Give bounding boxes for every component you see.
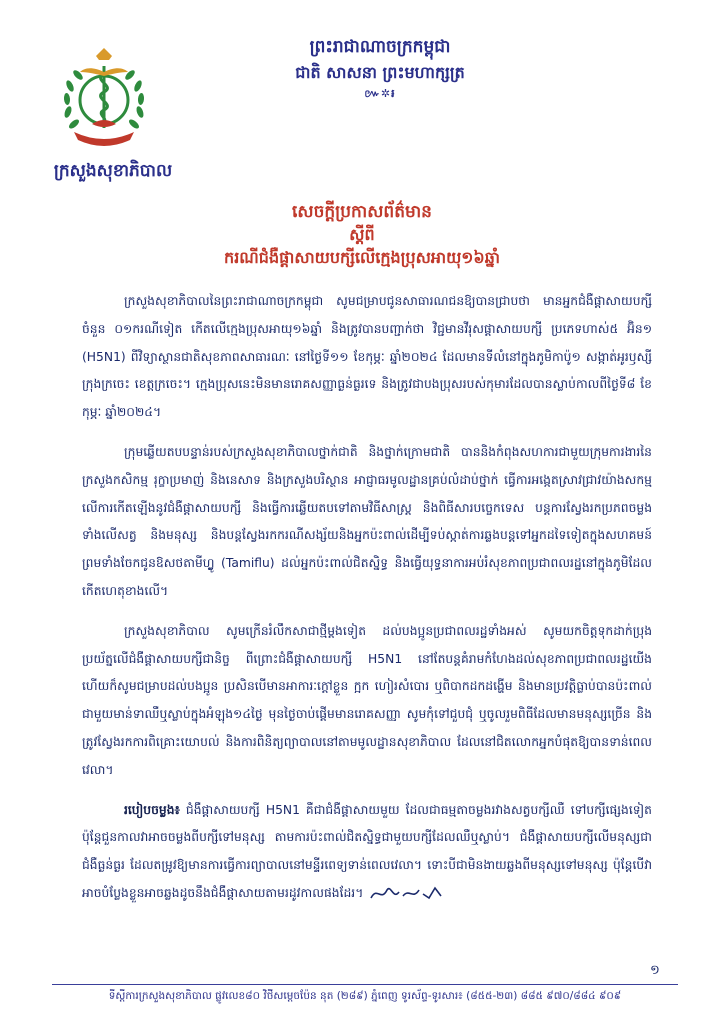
paragraph-3: ក្រសួងសុខាភិបាល សូមក្រើនរំលឹកសាជាថ្មីម្ដងទៀត ដល់បងប្អូនប្រជាពលរដ្ឋទាំងអស់ សូមយកចិត្តទុកដាក់ប្រុងប្រយ័ត្នលើជំងឺផ្ដាសាយបក្សីជានិច្ច ពីព្រោះជំងឺផ្ដាសាយបក្សី H5N1 នៅតែបន្តគំរាមកំហែងដល់សុខភាពប្រជាពលរដ្ឋយើង ហើយក៏សូមជម្រាបដល់បងប្អូន ប្រសិនបើមានអាការៈក្ដៅខ្លួន ក្អក ហៀរសំបោរ ឬពិបាកដកដង្ហើម និងមានប្រវត្តិធ្លាប់បានប៉ះពាល់ជាមួយមាន់ទាឈឺឬស្លាប់ក្នុងអំឡុង១៤ថ្ងៃ មុនថ្ងៃចាប់ផ្ដើមមានរោគសញ្ញា សូមកុំទៅជួបជុំ ឬចូលរួមពិធីដែលមានមនុស្សច្រើន និងត្រូវស្វែងរកការពិគ្រោះយោបល់ និងការពិនិត្យព្យាបាលនៅតាមមូលដ្ឋានសុខាភិបាល ដែលនៅជិតលោកអ្នកបំផុតឱ្យបានទាន់ពេលវេលា។	[82, 623, 652, 777]
title-line-1: សេចក្ដីប្រកាសព័ត៌មាន	[292, 202, 432, 222]
document-title	[150, 200, 574, 270]
transmission-heading: របៀបចម្លង៖	[124, 802, 180, 817]
page-number: ១	[650, 963, 660, 978]
motto-line: ជាតិ សាសនា ព្រះមហាក្សត្រ	[295, 63, 465, 82]
title-line-2: ស្ដីពី	[349, 225, 375, 244]
document-body	[82, 288, 652, 908]
ministry-name: ក្រសួងសុខាភិបាល	[53, 161, 173, 181]
paragraph-4-text: ជំងឺផ្ដាសាយបក្សី H5N1 គឺជាជំងឺផ្ដាសាយមួយ ដែលជាធម្មតាចម្លងរវាងសត្វបក្សីឈឺ ទៅបក្សីផ្សេងទៀត ប៉ុន្តែជួនកាលវាអាចចម្លងពីបក្សីទៅមនុស្ស តាមការប៉ះពាល់ជិតស្និទ្ធជាមួយបក្សីដែលឈឺឬស្លាប់។ ជំងឺផ្ដាសាយបក្សីលើមនុស្សជាជំងឺធ្ងន់ធ្ងរ ដែលតម្រូវឱ្យមានការធ្វើការព្យាបាលនៅមន្ទីរពេទ្យទាន់ពេលវេលា។ ទោះបីជាមិនងាយឆ្លងពីមនុស្សទៅមនុស្ស ប៉ុន្តែបើវាអាចបំប្លែងខ្លួនអាចឆ្លងដូចនឹងជំងឺផ្ដាសាយតាមរដូវកាលផងដែរ។	[82, 802, 652, 900]
paragraph-4	[82, 797, 652, 908]
title-line-3: ករណីជំងឺផ្ដាសាយបក្សីលើក្មេងប្រុសអាយុ១៦ឆ្នាំ	[224, 248, 500, 267]
paragraph-1: ក្រសួងសុខាភិបាលនៃព្រះរាជាណាចក្រកម្ពុជា សូមជម្រាបជូនសាធារណជនឱ្យបានជ្រាបថា មានអ្នកជំងឺផ្ដាសាយបក្សី ចំនួន ០១ករណីទៀត កើតលើក្មេងប្រុសអាយុ១៦ឆ្នាំ និងត្រូវបានបញ្ជាក់ថា វិជ្ជមានវីរុសផ្ដាសាយបក្សី ប្រភេទហាស់៥ អ៊ិន១ (H5N1) ពីវិទ្យាស្ថានជាតិសុខភាពសាធារណៈ នៅថ្ងៃទី១១ ខែកុម្ភៈ ឆ្នាំ២០២៤ ដែលមានទីលំនៅក្នុងភូមិកាប៉ូ១ សង្កាត់អូរឫស្សី ក្រុងក្រចេះ ខេត្តក្រចេះ។ ក្មេងប្រុសនេះមិនមានរោគសញ្ញាធ្ងន់ធ្ងរទេ និងត្រូវជាបងប្រុសរបស់កុមារដែលបានស្លាប់កាលពីថ្ងៃទី៨ ខែកុម្ភៈ ឆ្នាំ២០២៤។	[82, 294, 652, 420]
signature-icon	[369, 882, 445, 904]
ornament: ៚✲៛	[364, 87, 396, 100]
footer-address: ទីស្ដីការក្រសួងសុខាភិបាល ផ្លូវលេខ៨០ វិថីសម្ដេចប៉ែន នុត (២៨៩) ភ្នំពេញ ទូរស័ព្ទ-ទូរសារ៖ (៨៥៥-២៣) ៨៨៥ ៩៧០/៨៨៤ ៩០៩	[108, 990, 622, 1002]
kingdom-line: ព្រះរាជាណាចក្រកម្ពុជា	[309, 37, 451, 57]
paragraph-2: ក្រុមឆ្លើយតបបន្ទាន់របស់ក្រសួងសុខាភិបាលថ្នាក់ជាតិ និងថ្នាក់ក្រោមជាតិ បាននិងកំពុងសហការជាមួយក្រុមការងារនៃក្រសួងកសិកម្ម រុក្ខាប្រមាញ់ និងនេសាទ និងក្រសួងបរិស្ថាន អាជ្ញាធរមូលដ្ឋានគ្រប់លំដាប់ថ្នាក់ ធ្វើការអង្កេតស្រាវជ្រាវយ៉ាងសកម្មលើការកើតឡើងនូវជំងឺផ្ដាសាយបក្សី និងធ្វើការឆ្លើយតបទៅតាមវិធីសាស្ត្រ និងពិធីសារបច្ចេកទេស បន្តការស្វែងរកប្រភពចម្លង ទាំងលើសត្វ និងមនុស្ស និងបន្តស្វែងរកករណីសង្ស័យនិងអ្នកប៉ះពាល់ដើម្បីទប់ស្កាត់ការឆ្លងបន្តទៅអ្នកដទៃទៀតក្នុងសហគមន៍ ព្រមទាំងចែកជូនឱសថតាមីហ្វ្លូ (Tamiflu) ដល់អ្នកប៉ះពាល់ជិតស្និទ្ធ និងធ្វើយុទ្ធនាការអប់រំសុខភាពប្រជាពលរដ្ឋនៅក្នុងភូមិដែលកើតហេតុខាងលើ។	[82, 444, 652, 598]
ministry-emblem-icon	[52, 46, 156, 150]
footer-divider	[52, 984, 678, 985]
kingdom-header	[230, 34, 530, 102]
